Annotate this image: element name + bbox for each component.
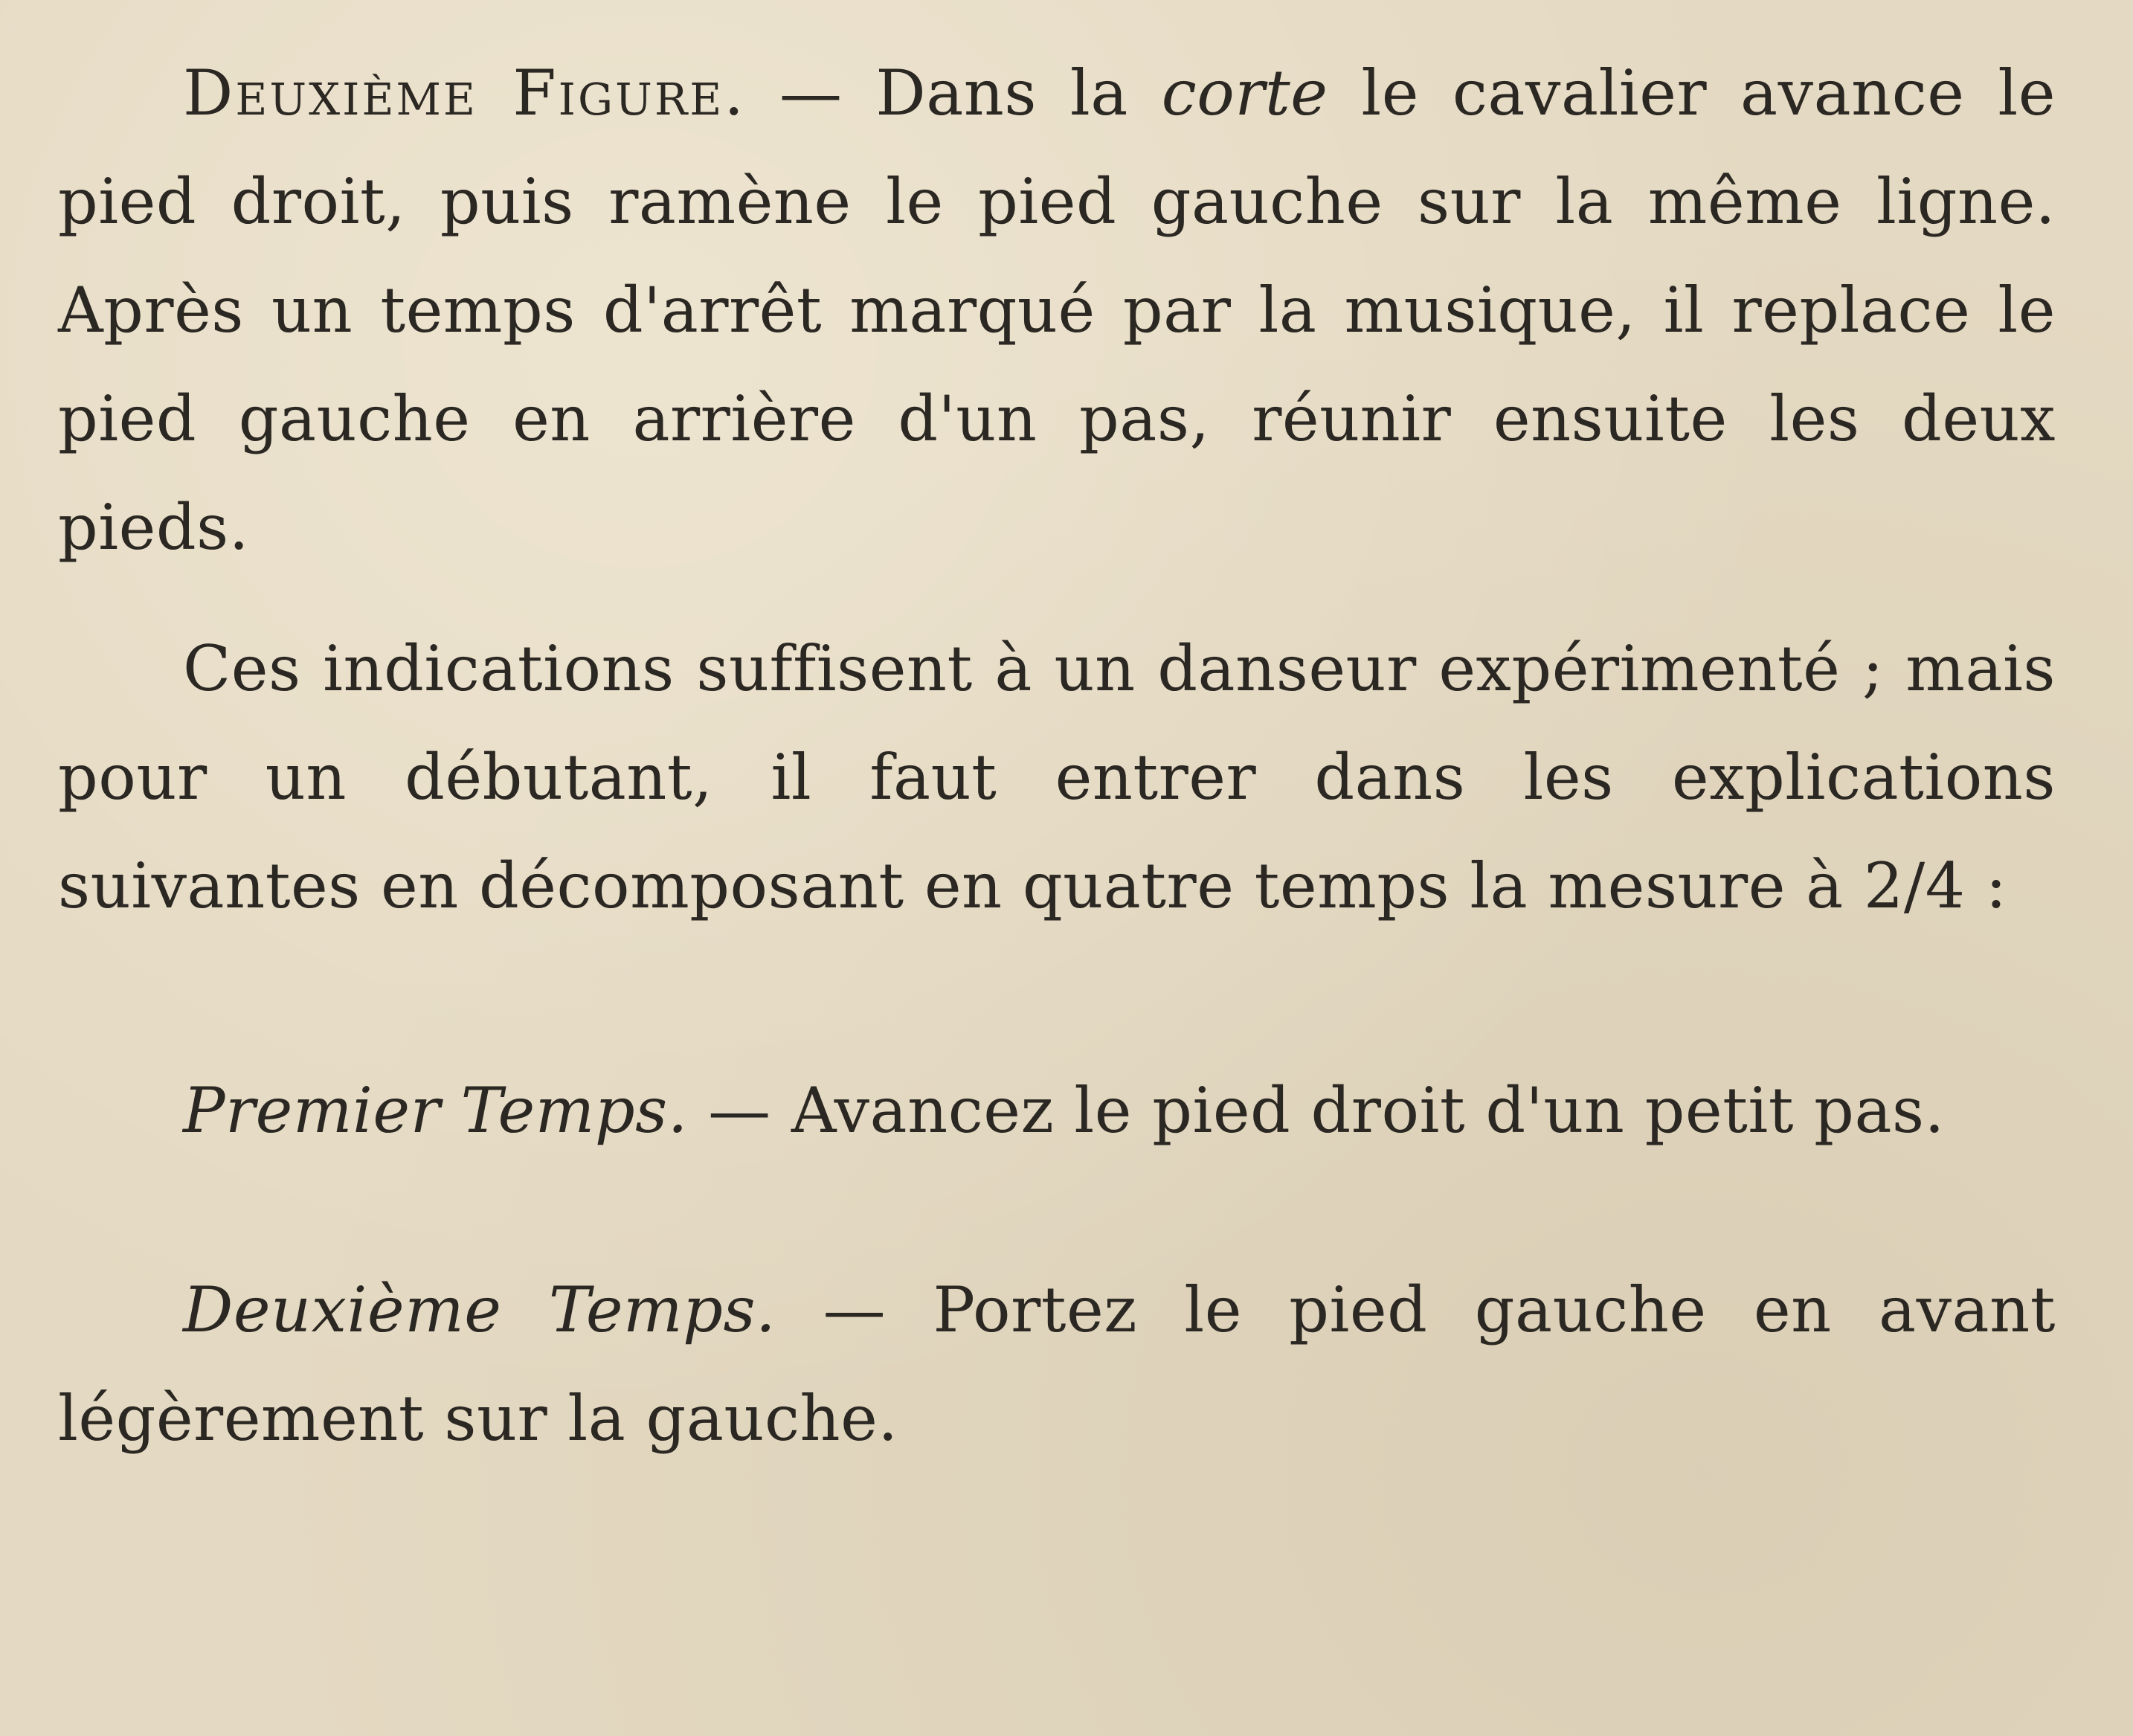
paragraph-deuxieme-temps bbox=[58, 1256, 2056, 1473]
emphasis-corte: corte bbox=[1161, 57, 1328, 129]
paragraph-indications: Ces indications suffisent à un danseur expérimenté ; mais pour un débutant, il faut entrer dans les explications suivantes en décomposant en quatre temps la mesure à 2/4 : bbox=[58, 632, 2056, 922]
deuxieme-temps-heading: Deuxième Temps. bbox=[183, 1273, 776, 1346]
paragraph-premier-temps bbox=[58, 1056, 2056, 1165]
premier-temps-heading: Premier Temps. bbox=[183, 1074, 688, 1147]
deuxieme-temps-text: — Portez le pied gauche en avant légèrement sur la gauche. bbox=[58, 1273, 2056, 1455]
paragraph-lead: — Dans la bbox=[746, 57, 1162, 129]
paragraph-body: le cavalier avance le pied droit, puis ramène le pied gauche sur la même ligne. Après un temps d'arrêt marqué par la musique, il replace le pied gauche en arrière d'un pas, réunir ensuite les deux pieds. bbox=[58, 57, 2056, 564]
premier-temps-text: — Avancez le pied droit d'un petit pas. bbox=[687, 1074, 1945, 1147]
page-text bbox=[58, 39, 2056, 1473]
figure-heading: Deuxième Figure. bbox=[183, 57, 747, 129]
paragraph-deuxieme-figure bbox=[58, 39, 2056, 582]
